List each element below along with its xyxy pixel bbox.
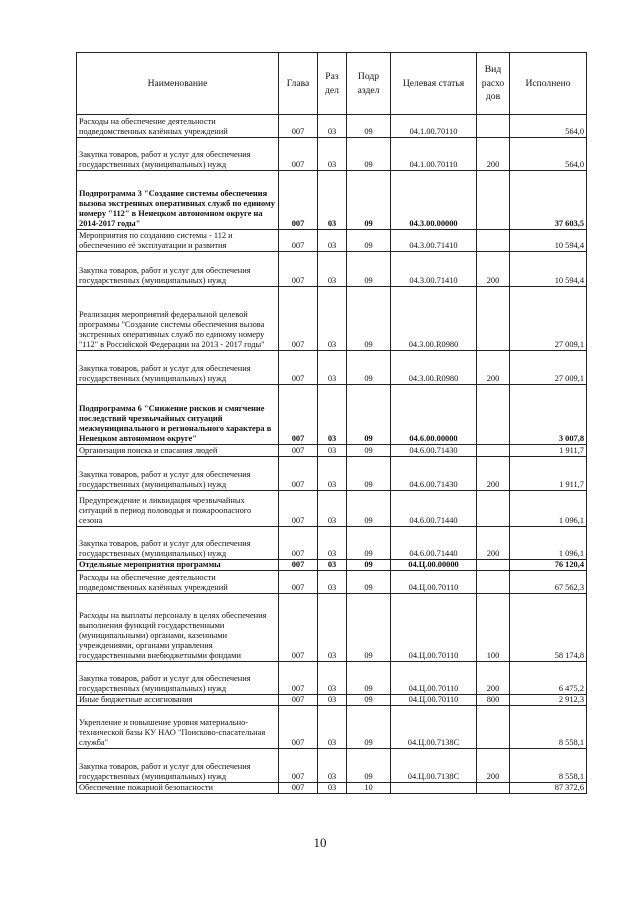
cell-name: Предупреждение и ликвидация чрезвычайных ситуаций в период половодья и пожароопасного сезона	[77, 491, 279, 527]
table-row	[77, 571, 587, 594]
table-row	[77, 230, 587, 252]
cell-podrazdel: 09	[347, 491, 391, 527]
cell-amount: 76 120,4	[510, 560, 587, 571]
cell-statya: 04.6.00.71440	[391, 491, 477, 527]
table-row	[77, 491, 587, 527]
cell-amount: 6 475,2	[510, 662, 587, 695]
table-body	[77, 115, 587, 794]
cell-vid: 800	[477, 695, 510, 706]
cell-glava: 007	[279, 287, 318, 351]
cell-podrazdel: 09	[347, 457, 391, 491]
cell-podrazdel: 09	[347, 138, 391, 171]
table-row	[77, 749, 587, 783]
header-razdel: Раз дел	[318, 53, 347, 115]
cell-statya: 04.3.00.R0980	[391, 351, 477, 385]
page-number: 10	[313, 835, 327, 850]
table-row	[77, 527, 587, 560]
cell-statya: 04.3.00.00000	[391, 171, 477, 230]
cell-vid	[477, 287, 510, 351]
cell-amount: 87 372,6	[510, 783, 587, 794]
cell-podrazdel: 09	[347, 445, 391, 457]
cell-razdel: 03	[318, 351, 347, 385]
cell-glava: 007	[279, 560, 318, 571]
cell-podrazdel: 09	[347, 695, 391, 706]
cell-vid	[477, 571, 510, 594]
cell-podrazdel: 10	[347, 783, 391, 794]
cell-podrazdel: 09	[347, 287, 391, 351]
cell-razdel: 03	[318, 783, 347, 794]
cell-statya: 04.6.00.00000	[391, 385, 477, 445]
cell-glava: 007	[279, 252, 318, 287]
cell-amount: 564,0	[510, 138, 587, 171]
table-row	[77, 115, 587, 138]
table-row	[77, 445, 587, 457]
cell-podrazdel: 09	[347, 594, 391, 662]
cell-podrazdel: 09	[347, 171, 391, 230]
cell-glava: 007	[279, 695, 318, 706]
cell-vid	[477, 783, 510, 794]
cell-podrazdel: 09	[347, 527, 391, 560]
cell-vid	[477, 385, 510, 445]
cell-glava: 007	[279, 445, 318, 457]
cell-vid: 200	[477, 457, 510, 491]
table-row	[77, 560, 587, 571]
cell-name: Закупка товаров, работ и услуг для обеспечения государственных (муниципальных) нужд	[77, 662, 279, 695]
cell-statya: 04.Ц.00.00000	[391, 560, 477, 571]
cell-amount: 10 594,4	[510, 252, 587, 287]
header-amount: Исполнено	[510, 53, 587, 115]
cell-razdel: 03	[318, 287, 347, 351]
cell-razdel: 03	[318, 138, 347, 171]
cell-vid: 200	[477, 351, 510, 385]
cell-glava: 007	[279, 749, 318, 783]
cell-glava: 007	[279, 171, 318, 230]
cell-vid: 200	[477, 527, 510, 560]
cell-glava: 007	[279, 230, 318, 252]
table-row	[77, 351, 587, 385]
cell-name: Закупка товаров, работ и услуг для обеспечения государственных (муниципальных) нужд	[77, 252, 279, 287]
cell-razdel: 03	[318, 171, 347, 230]
cell-podrazdel: 09	[347, 252, 391, 287]
table-row	[77, 695, 587, 706]
cell-podrazdel: 09	[347, 662, 391, 695]
cell-razdel: 03	[318, 385, 347, 445]
cell-amount: 27 009,1	[510, 351, 587, 385]
cell-razdel: 03	[318, 571, 347, 594]
cell-statya: 04.Ц.00.70110	[391, 662, 477, 695]
table-row	[77, 457, 587, 491]
cell-razdel: 03	[318, 662, 347, 695]
table-row	[77, 287, 587, 351]
cell-amount: 1 096,1	[510, 491, 587, 527]
cell-name: Отдельные мероприятия программы	[77, 560, 279, 571]
table-row	[77, 138, 587, 171]
cell-vid	[477, 115, 510, 138]
cell-amount: 8 558,1	[510, 706, 587, 749]
cell-podrazdel: 09	[347, 571, 391, 594]
cell-razdel: 03	[318, 115, 347, 138]
cell-vid	[477, 230, 510, 252]
header-glava: Глава	[279, 53, 318, 115]
cell-amount: 1 911,7	[510, 457, 587, 491]
cell-amount: 58 174,8	[510, 594, 587, 662]
cell-glava: 007	[279, 385, 318, 445]
cell-podrazdel: 09	[347, 230, 391, 252]
cell-statya: 04.3.00.71410	[391, 252, 477, 287]
cell-vid	[477, 171, 510, 230]
cell-statya: 04.6.00.71430	[391, 445, 477, 457]
cell-podrazdel: 09	[347, 560, 391, 571]
cell-amount: 2 912,3	[510, 695, 587, 706]
cell-name: Закупка товаров, работ и услуг для обеспечения государственных (муниципальных) нужд	[77, 457, 279, 491]
cell-glava: 007	[279, 527, 318, 560]
header-row	[77, 53, 587, 115]
cell-razdel: 03	[318, 749, 347, 783]
table-row	[77, 706, 587, 749]
table-header	[77, 53, 587, 115]
table-row	[77, 171, 587, 230]
cell-name: Расходы на обеспечение деятельности подведомственных казённых учреждений	[77, 115, 279, 138]
table-row	[77, 594, 587, 662]
cell-podrazdel: 09	[347, 115, 391, 138]
cell-statya: 04.Ц.00.7138С	[391, 706, 477, 749]
cell-statya: 04.Ц.00.7138С	[391, 749, 477, 783]
cell-vid: 200	[477, 252, 510, 287]
cell-statya: 04.Ц.00.70110	[391, 695, 477, 706]
table-row	[77, 662, 587, 695]
cell-amount: 3 007,8	[510, 385, 587, 445]
cell-amount: 10 594,4	[510, 230, 587, 252]
cell-name: Закупка товаров, работ и услуг для обеспечения государственных (муниципальных) нужд	[77, 138, 279, 171]
cell-name: Закупка товаров, работ и услуг для обеспечения государственных (муниципальных) нужд	[77, 351, 279, 385]
cell-razdel: 03	[318, 695, 347, 706]
cell-name: Укрепление и повышение уровня материально-технической базы КУ НАО "Поисково-спасательная служба"	[77, 706, 279, 749]
cell-statya	[391, 783, 477, 794]
header-podrazdel: Подр аздел	[347, 53, 391, 115]
cell-name: Обеспечение пожарной безопасности	[77, 783, 279, 794]
cell-glava: 007	[279, 115, 318, 138]
cell-name: Закупка товаров, работ и услуг для обеспечения государственных (муниципальных) нужд	[77, 527, 279, 560]
cell-name: Закупка товаров, работ и услуг для обеспечения государственных (муниципальных) нужд	[77, 749, 279, 783]
cell-amount: 564,0	[510, 115, 587, 138]
table-row	[77, 385, 587, 445]
cell-statya: 04.6.00.71430	[391, 457, 477, 491]
cell-razdel: 03	[318, 706, 347, 749]
cell-glava: 007	[279, 457, 318, 491]
cell-podrazdel: 09	[347, 385, 391, 445]
cell-razdel: 03	[318, 230, 347, 252]
cell-name: Организация поиска и спасания людей	[77, 445, 279, 457]
cell-vid: 200	[477, 662, 510, 695]
cell-amount: 67 562,3	[510, 571, 587, 594]
cell-vid: 200	[477, 138, 510, 171]
cell-podrazdel: 09	[347, 749, 391, 783]
cell-glava: 007	[279, 662, 318, 695]
cell-vid	[477, 560, 510, 571]
cell-name: Расходы на выплаты персоналу в целях обеспечения выполнения функций государственными (муниципальными) органами, казенными учреждениями, органами управления государственными внебюджетными фондами	[77, 594, 279, 662]
cell-amount: 27 009,1	[510, 287, 587, 351]
cell-glava: 007	[279, 138, 318, 171]
cell-amount: 8 558,1	[510, 749, 587, 783]
cell-glava: 007	[279, 571, 318, 594]
cell-glava: 007	[279, 706, 318, 749]
cell-statya: 04.Ц.00.70110	[391, 594, 477, 662]
cell-glava: 007	[279, 351, 318, 385]
cell-vid: 100	[477, 594, 510, 662]
cell-razdel: 03	[318, 527, 347, 560]
budget-table	[76, 52, 587, 794]
cell-amount: 37 603,5	[510, 171, 587, 230]
cell-podrazdel: 09	[347, 706, 391, 749]
cell-amount: 1 911,7	[510, 445, 587, 457]
cell-statya: 04.3.00.R0980	[391, 287, 477, 351]
cell-razdel: 03	[318, 252, 347, 287]
cell-statya: 04.Ц.00.70110	[391, 571, 477, 594]
cell-name: Подпрограмма 3 "Создание системы обеспечения вызова экстренных оперативных служб по единому номеру "112" в Ненецком автономном округе на 2014-2017 годы"	[77, 171, 279, 230]
table-row	[77, 252, 587, 287]
cell-amount: 1 096,1	[510, 527, 587, 560]
header-statya: Целевая статья	[391, 53, 477, 115]
cell-statya: 04.3.00.71410	[391, 230, 477, 252]
header-vid: Вид расхо дов	[477, 53, 510, 115]
cell-razdel: 03	[318, 457, 347, 491]
cell-vid	[477, 491, 510, 527]
cell-vid	[477, 706, 510, 749]
cell-vid: 200	[477, 749, 510, 783]
cell-statya: 04.1.00.70110	[391, 115, 477, 138]
cell-glava: 007	[279, 783, 318, 794]
cell-razdel: 03	[318, 445, 347, 457]
cell-razdel: 03	[318, 491, 347, 527]
cell-name: Реализация мероприятий федеральной целевой программы "Создание системы обеспечения вызова экстренных оперативных служб по единому номеру "112" в Российской Федерации на 2013 - 2017 годы"	[77, 287, 279, 351]
cell-statya: 04.1.00.70110	[391, 138, 477, 171]
cell-vid	[477, 445, 510, 457]
cell-name: Подпрограмма 6 "Снижение рисков и смягчение последствий чрезвычайных ситуаций межмуниципального и регионального характера в Ненецком автономном округе"	[77, 385, 279, 445]
cell-glava: 007	[279, 594, 318, 662]
cell-razdel: 03	[318, 594, 347, 662]
header-name: Наименование	[77, 53, 279, 115]
cell-statya: 04.6.00.71440	[391, 527, 477, 560]
cell-name: Иные бюджетные ассигнования	[77, 695, 279, 706]
cell-name: Расходы на обеспечение деятельности подведомственных казённых учреждений	[77, 571, 279, 594]
cell-podrazdel: 09	[347, 351, 391, 385]
cell-glava: 007	[279, 491, 318, 527]
cell-razdel: 03	[318, 560, 347, 571]
cell-name: Мероприятия по созданию системы - 112 и обеспечению её эксплуатации и развития	[77, 230, 279, 252]
table-row	[77, 783, 587, 794]
